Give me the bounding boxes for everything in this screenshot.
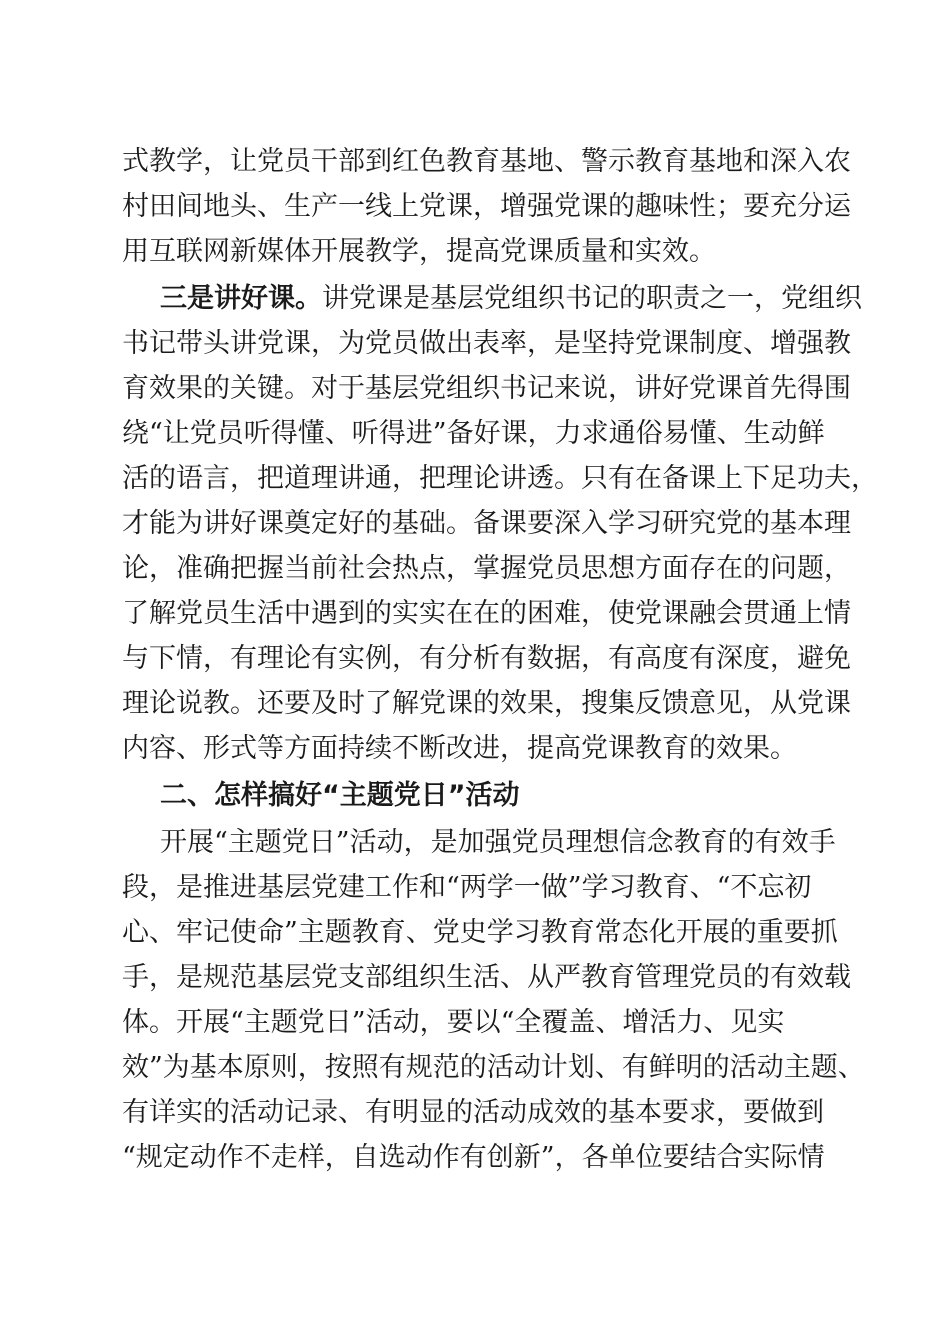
paragraph-line: 内容、形式等方面持续不断改进，提高党课教育的效果。 [122,733,797,764]
paragraph-line: 育效果的关键。对于基层党组织书记来说，讲好党课首先得围 [122,373,851,404]
section-lead-text: 三是讲好课。 [160,283,322,314]
paragraph-line: 心、牢记使命”主题教育、党史学习教育常态化开展的重要抓 [122,917,838,948]
paragraph-line: 有详实的活动记录、有明显的活动成效的基本要求，要做到 [122,1097,824,1128]
paragraph-line: 活的语言，把道理讲通，把理论讲透。只有在备课上下足功夫， [122,463,878,494]
paragraph-line: 与下情，有理论有实例，有分析有数据，有高度有深度，避免 [122,643,851,674]
paragraph-line: 体。开展“主题党日”活动，要以“全覆盖、增活力、见实 [122,1007,785,1038]
paragraph-line: 效”为基本原则，按照有规范的活动计划、有鲜明的活动主题、 [122,1052,865,1083]
paragraph-line: “规定动作不走样，自选动作有创新”，各单位要结合实际情 [122,1142,825,1173]
paragraph-line: 手，是规范基层党支部组织生活、从严教育管理党员的有效载 [122,962,851,993]
paragraph-line: 绕“让党员听得懂、听得进”备好课，力求通俗易懂、生动鲜 [122,418,825,449]
paragraph-line: 式教学，让党员干部到红色教育基地、警示教育基地和深入农 [122,146,851,177]
section-heading: 二、怎样搞好“主题党日”活动 [160,780,520,811]
paragraph-line-with-lead [160,277,862,321]
paragraph-line: 理论说教。还要及时了解党课的效果，搜集反馈意见，从党课 [122,688,851,719]
paragraph-line: 论，准确把握当前社会热点，掌握党员思想方面存在的问题， [122,553,851,584]
paragraph-line: 开展“主题党日”活动，是加强党员理想信念教育的有效手 [160,827,836,858]
paragraph-line: 用互联网新媒体开展教学，提高党课质量和实效。 [122,236,716,267]
paragraph-line: 段，是推进基层党建工作和“两学一做”学习教育、“不忘初 [122,872,812,903]
paragraph-text: 讲党课是基层党组织书记的职责之一，党组织 [322,283,862,314]
paragraph-line: 书记带头讲党课，为党员做出表率，是坚持党课制度、增强教 [122,328,851,359]
paragraph-line: 村田间地头、生产一线上党课，增强党课的趣味性；要充分运 [122,191,851,222]
paragraph-line: 才能为讲好课奠定好的基础。备课要深入学习研究党的基本理 [122,508,851,539]
paragraph-line: 了解党员生活中遇到的实实在在的困难，使党课融会贯通上情 [122,598,851,629]
